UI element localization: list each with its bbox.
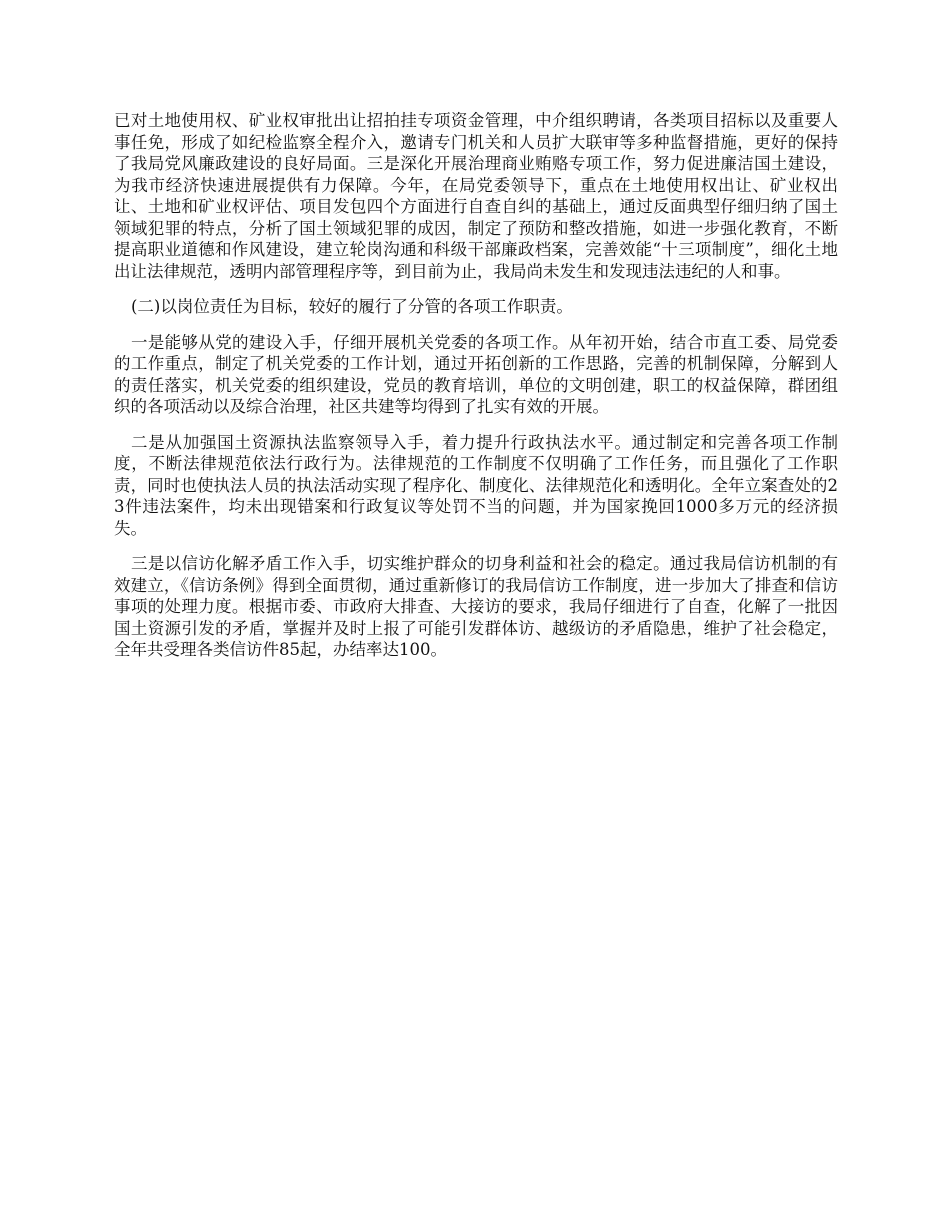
paragraph-discipline-supervision: 已对土地使用权、矿业权审批出让招拍挂专项资金管理，中介组织聘请，各类项目招标以及重要人事任免，形成了如纪检监察全程介入，邀请专门机关和人员扩大联审等多种监督措施，更好的保持了我局党风廉政建设的良好局面。三是深化开展治理商业贿赂专项工作，努力促进廉洁国土建设，为我市经济快速进展提供有力保障。今年，在局党委领导下，重点在土地使用权出让、矿业权出让、土地和矿业权评估、项目发包四个方面进行自查自纠的基础上，通过反面典型仔细归纳了国土领域犯罪的特点，分析了国土领域犯罪的成因，制定了预防和整改措施，如进一步强化教育，不断提高职业道德和作风建设，建立轮岗沟通和科级干部廉政档案，完善效能“十三项制度”，细化土地出让法律规范，透明内部管理程序等，到目前为止，我局尚未发生和发现违法违纪的人和事。: [114, 111, 838, 281]
section-heading-job-responsibility: (二)以岗位责任为目标，较好的履行了分管的各项工作职责。: [131, 297, 573, 316]
paragraph-petition-handling: 三是以信访化解矛盾工作入手，切实维护群众的切身利益和社会的稳定。通过我局信访机制的有效建立，《信访条例》得到全面贯彻，通过重新修订的我局信访工作制度，进一步加大了排查和信访事项的处理力度。根据市委、市政府大排查、大接访的要求，我局仔细进行了自查，化解了一批因国土资源引发的矛盾，掌握并及时上报了可能引发群体访、越级访的矛盾隐患，维护了社会稳定，全年共受理各类信访件85起，办结率达100。: [114, 554, 838, 659]
paragraph-party-building: 一是能够从党的建设入手，仔细开展机关党委的各项工作。从年初开始，结合市直工委、局党委的工作重点，制定了机关党委的工作计划，通过开拓创新的工作思路，完善的机制保障，分解到人的责任落实，机关党委的组织建设，党员的教育培训，单位的文明创建，职工的权益保障，群团组织的各项活动以及综合治理，社区共建等均得到了扎实有效的开展。: [114, 332, 838, 416]
document-body: [114, 110, 838, 675]
paragraph-law-enforcement: 二是从加强国土资源执法监察领导入手，着力提升行政执法水平。通过制定和完善各项工作制度，不断法律规范依法行政行为。法律规范的工作制度不仅明确了工作任务，而且强化了工作职责，同时也使执法人员的执法活动实现了程序化、制度化、法律规范化和透明化。全年立案查处的23件违法案件，均未出现错案和行政复议等处罚不当的问题，并为国家挽回1000多万元的经济损失。: [114, 432, 838, 538]
